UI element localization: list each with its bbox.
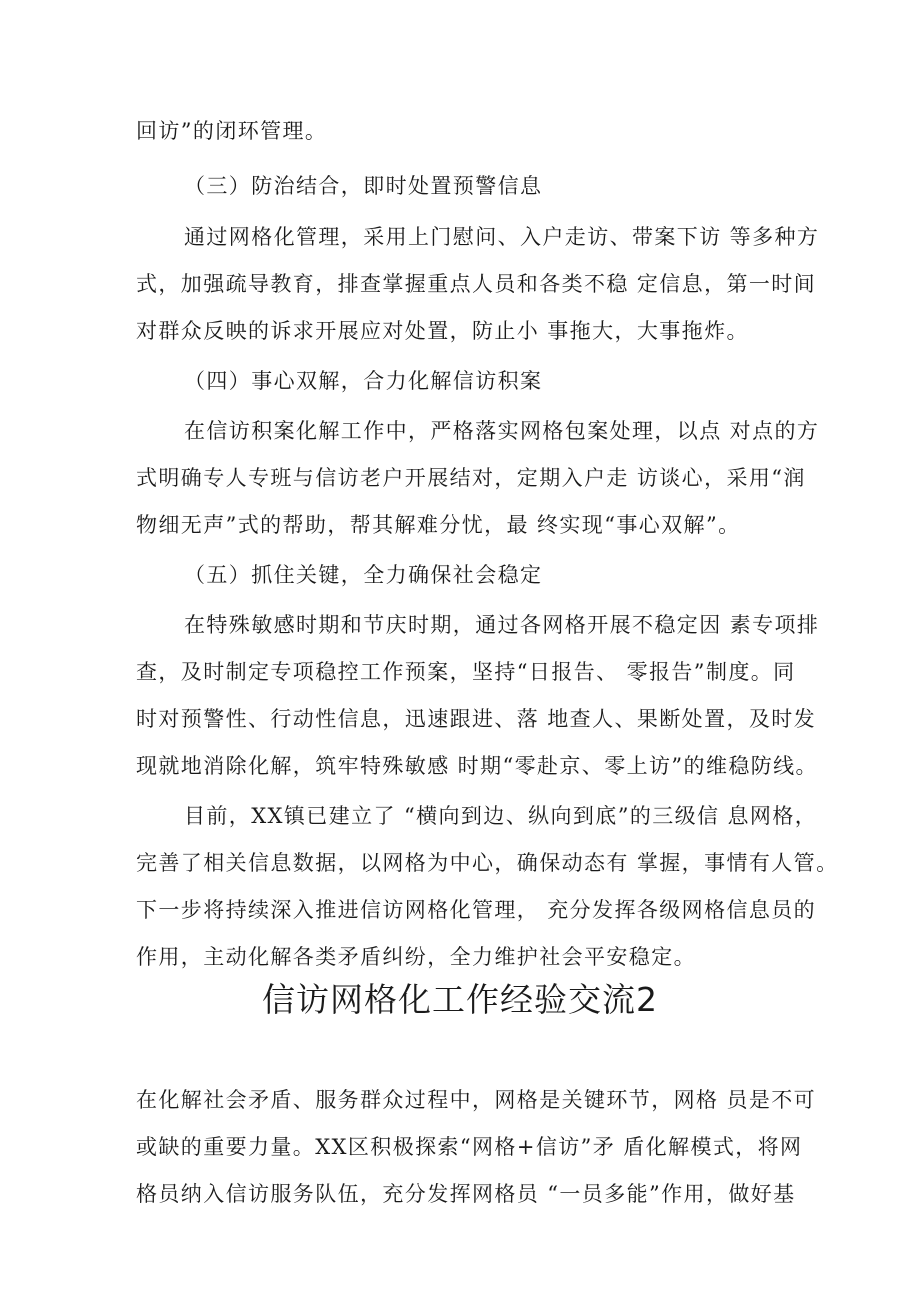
text-line: 作用，主动化解各类矛盾纠纷，全力维护社会平安稳定。: [136, 945, 696, 969]
text-line: 在化解社会矛盾、服务群众过程中，网格是关键环节，网格 员是不可: [136, 1088, 817, 1112]
text-line: 在信访积案化解工作中，严格落实网格包案处理，以点 对点的方: [184, 419, 820, 443]
text-line: 回访”的闭环管理。: [136, 119, 328, 143]
text-line: 格员纳入信访服务队伍，充分发挥网格员 “一员多能”作用，做好基: [136, 1182, 796, 1206]
text-line: 目前，XX镇已建立了 “横向到边、纵向到底”的三级信 息网格，: [184, 804, 818, 828]
section-heading: （五）抓住关键，全力确保社会稳定: [184, 563, 543, 587]
text-line: 下一步将持续深入推进信访网格化管理， 充分发挥各级网格信息员的: [136, 898, 817, 922]
section-heading: （四）事心双解，合力化解信访积案: [184, 369, 543, 393]
document-title: 信访网格化工作经验交流2: [262, 980, 658, 1019]
section-heading: （三）防治结合，即时处置预警信息: [184, 174, 543, 198]
text-line: 查，及时制定专项稳控工作预案，坚持“日报告、 零报告”制度。同: [136, 660, 796, 684]
text-line: 或缺的重要力量。XX区积极探索“网格+信访”矛 盾化解模式，将网: [136, 1135, 803, 1159]
text-line: 现就地消除化解，筑牢特殊敏感 时期“零赴京、零上访”的维稳防线。: [136, 754, 818, 778]
text-line: 物细无声”式的帮助，帮其解难分忧，最 终实现“事心双解”。: [136, 513, 741, 537]
text-line: 式明确专人专班与信访老户开展结对，定期入户走 访谈心，采用“润: [136, 466, 806, 490]
text-line: 在特殊敏感时期和节庆时期，通过各网格开展不稳定因 素专项排: [184, 613, 820, 637]
text-line: 通过网格化管理，采用上门慰问、入户走访、带案下访 等多种方: [184, 225, 820, 249]
text-line: 式，加强疏导教育，排查掌握重点人员和各类不稳 定信息，第一时间: [136, 272, 817, 296]
text-line: 时对预警性、行动性信息，迅速跟进、落 地查人、果断处置，及时发: [136, 707, 817, 731]
text-line: 完善了相关信息数据，以网格为中心，确保动态有 掌握，事情有人管。: [136, 851, 839, 875]
text-line: 对群众反映的诉求开展应对处置，防止小 事拖大，大事拖炸。: [136, 319, 749, 343]
